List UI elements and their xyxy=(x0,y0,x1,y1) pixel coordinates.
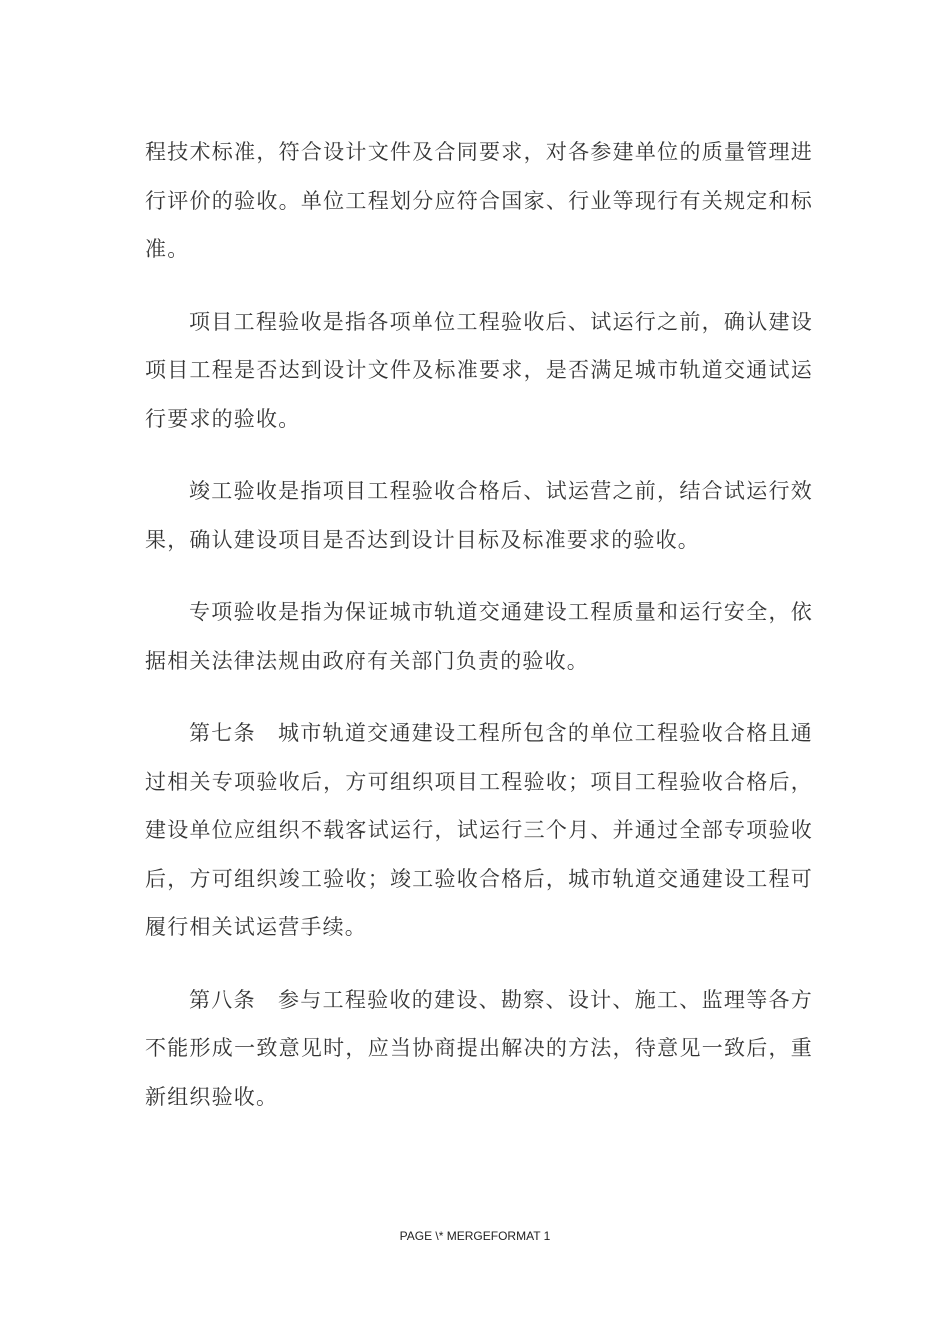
paragraph-project-acceptance: 项目工程验收是指各项单位工程验收后、试运行之前，确认建设项目工程是否达到设计文件及标准要求，是否满足城市轨道交通试运行要求的验收。 xyxy=(145,309,813,431)
paragraph-completion-acceptance: 竣工验收是指项目工程验收合格后、试运营之前，结合试运行效果，确认建设项目是否达到设计目标及标准要求的验收。 xyxy=(145,479,813,552)
document-body xyxy=(145,128,813,1145)
page-number-field: PAGE \* MERGEFORMAT 1 xyxy=(399,1229,551,1243)
paragraph-continued: 程技术标准，符合设计文件及合同要求，对各参建单位的质量管理进行评价的验收。单位工程划分应符合国家、行业等现行有关规定和标准。 xyxy=(145,140,813,261)
article-seven-number: 第七条 xyxy=(189,721,256,745)
page-footer xyxy=(0,1229,950,1243)
article-eight-text: 参与工程验收的建设、勘察、设计、施工、监理等各方不能形成一致意见时，应当协商提出解决的方法，待意见一致后，重新组织验收。 xyxy=(145,987,813,1109)
article-seven xyxy=(145,709,813,952)
article-seven-text: 城市轨道交通建设工程所包含的单位工程验收合格且通过相关专项验收后，方可组织项目工程验收；项目工程验收合格后，建设单位应组织不载客试运行，试运行三个月、并通过全部专项验收后，方可组织竣工验收；竣工验收合格后，城市轨道交通建设工程可履行相关试运营手续。 xyxy=(145,721,813,939)
paragraph-special-acceptance: 专项验收是指为保证城市轨道交通建设工程质量和运行安全，依据相关法律法规由政府有关部门负责的验收。 xyxy=(145,600,813,673)
article-eight xyxy=(145,976,813,1122)
article-eight-number: 第八条 xyxy=(189,987,256,1012)
